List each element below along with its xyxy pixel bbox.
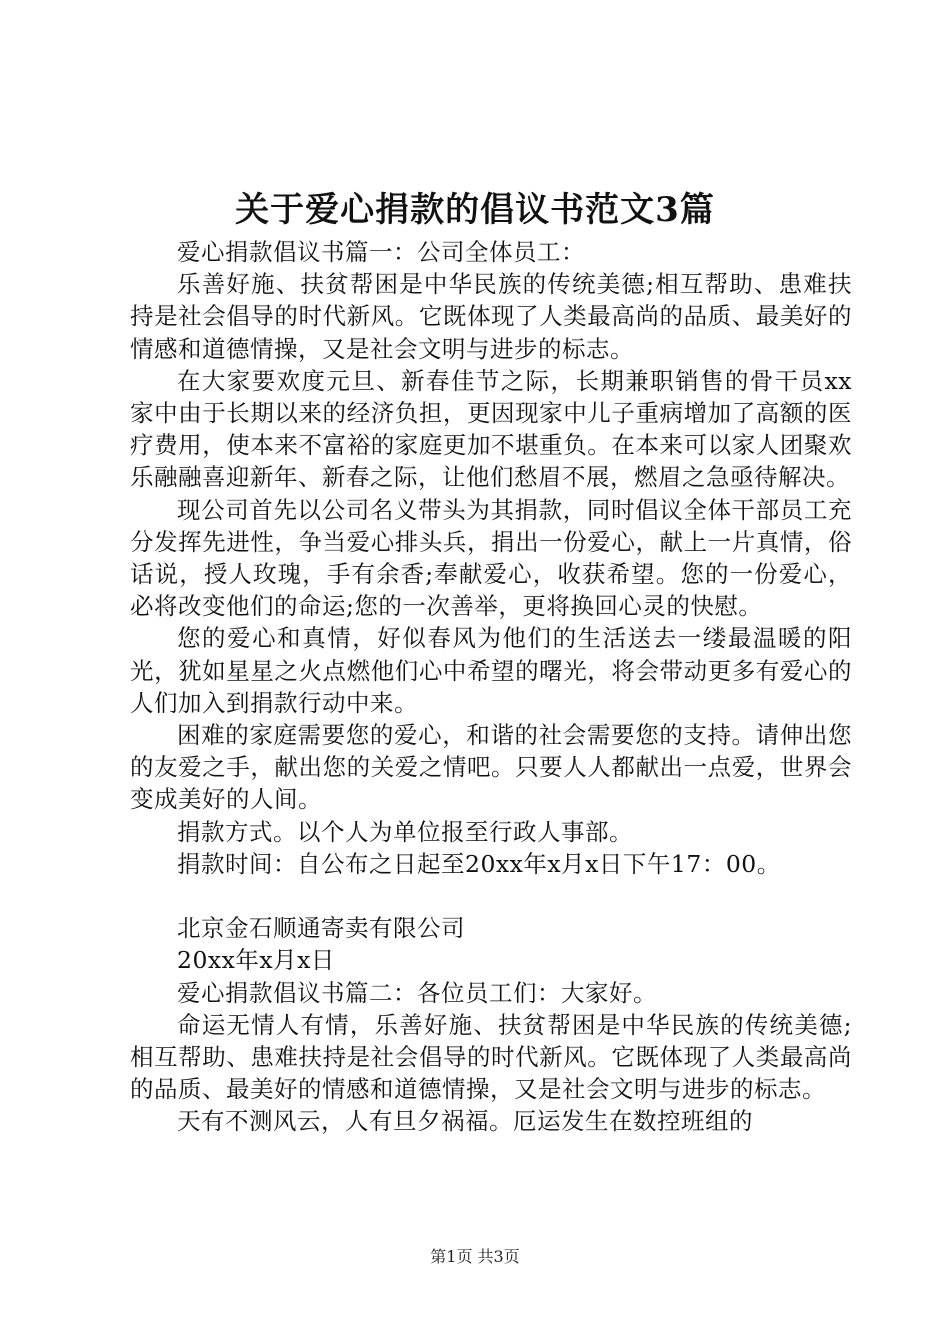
blank-line: [130, 880, 852, 912]
paragraph: 您的爱心和真情，好似春风为他们的生活送去一缕最温暖的阳光，犹如星星之火点燃他们心中希望的曙光，将会带动更多有爱心的人们加入到捐款行动中来。: [130, 624, 852, 717]
signature-company: 北京金石顺通寄卖有限公司: [177, 914, 465, 943]
paragraph: 在大家要欢度元旦、新春佳节之际，长期兼职销售的骨干员xx家中由于长期以来的经济负担，更因现家中儿子重病增加了高额的医疗费用，使本来不富裕的家庭更加不堪重负。在本来可以家人团聚欢乐融融喜迎新年、新春之际，让他们愁眉不展，燃眉之急亟待解决。: [130, 366, 852, 492]
page-indicator: 第1页 共3页: [430, 1247, 520, 1266]
document-title: 关于爱心捐款的倡议书范文3篇: [235, 190, 715, 230]
paragraph: 爱心捐款倡议书篇一：公司全体员工：: [177, 238, 585, 266]
paragraph: 现公司首先以公司名义带头为其捐款，同时倡议全体干部员工充分发挥先进性，争当爱心排头兵，捐出一份爱心，献上一片真情，俗话说，授人玫瑰，手有余香;奉献爱心，收获希望。您的一份爱心，必将改变他们的命运;您的一次善举，更将换回心灵的快慰。: [130, 495, 852, 621]
paragraph: 困难的家庭需要您的爱心，和谐的社会需要您的支持。请伸出您的友爱之手，献出您的关爱之情吧。只要人人都献出一点爱，世界会变成美好的人间。: [130, 721, 852, 814]
paragraph: 命运无情人有情，乐善好施、扶贫帮困是中华民族的传统美德;相互帮助、患难扶持是社会倡导的时代新风。它既体现了人类最高尚的品质、最美好的情感和道德情操，又是社会文明与进步的标志。: [130, 1010, 852, 1104]
document-body: [130, 236, 852, 1138]
paragraph: 捐款方式。以个人为单位报至行政人事部。: [177, 817, 633, 846]
signature-date: 20xx年x月x日: [177, 946, 335, 975]
paragraph: 乐善好施、扶贫帮困是中华民族的传统美德;相互帮助、患难扶持是社会倡导的时代新风。它既体现了人类最高尚的品质、最美好的情感和道德情操，又是社会文明与进步的标志。: [130, 270, 852, 363]
paragraph: 天有不测风云，人有旦夕祸福。厄运发生在数控班组的: [177, 1107, 753, 1136]
paragraph: 爱心捐款倡议书篇二：各位员工们：大家好。: [177, 978, 657, 1007]
paragraph: 捐款时间：自公布之日起至20xx年x月x日下午17：00。: [177, 849, 781, 878]
